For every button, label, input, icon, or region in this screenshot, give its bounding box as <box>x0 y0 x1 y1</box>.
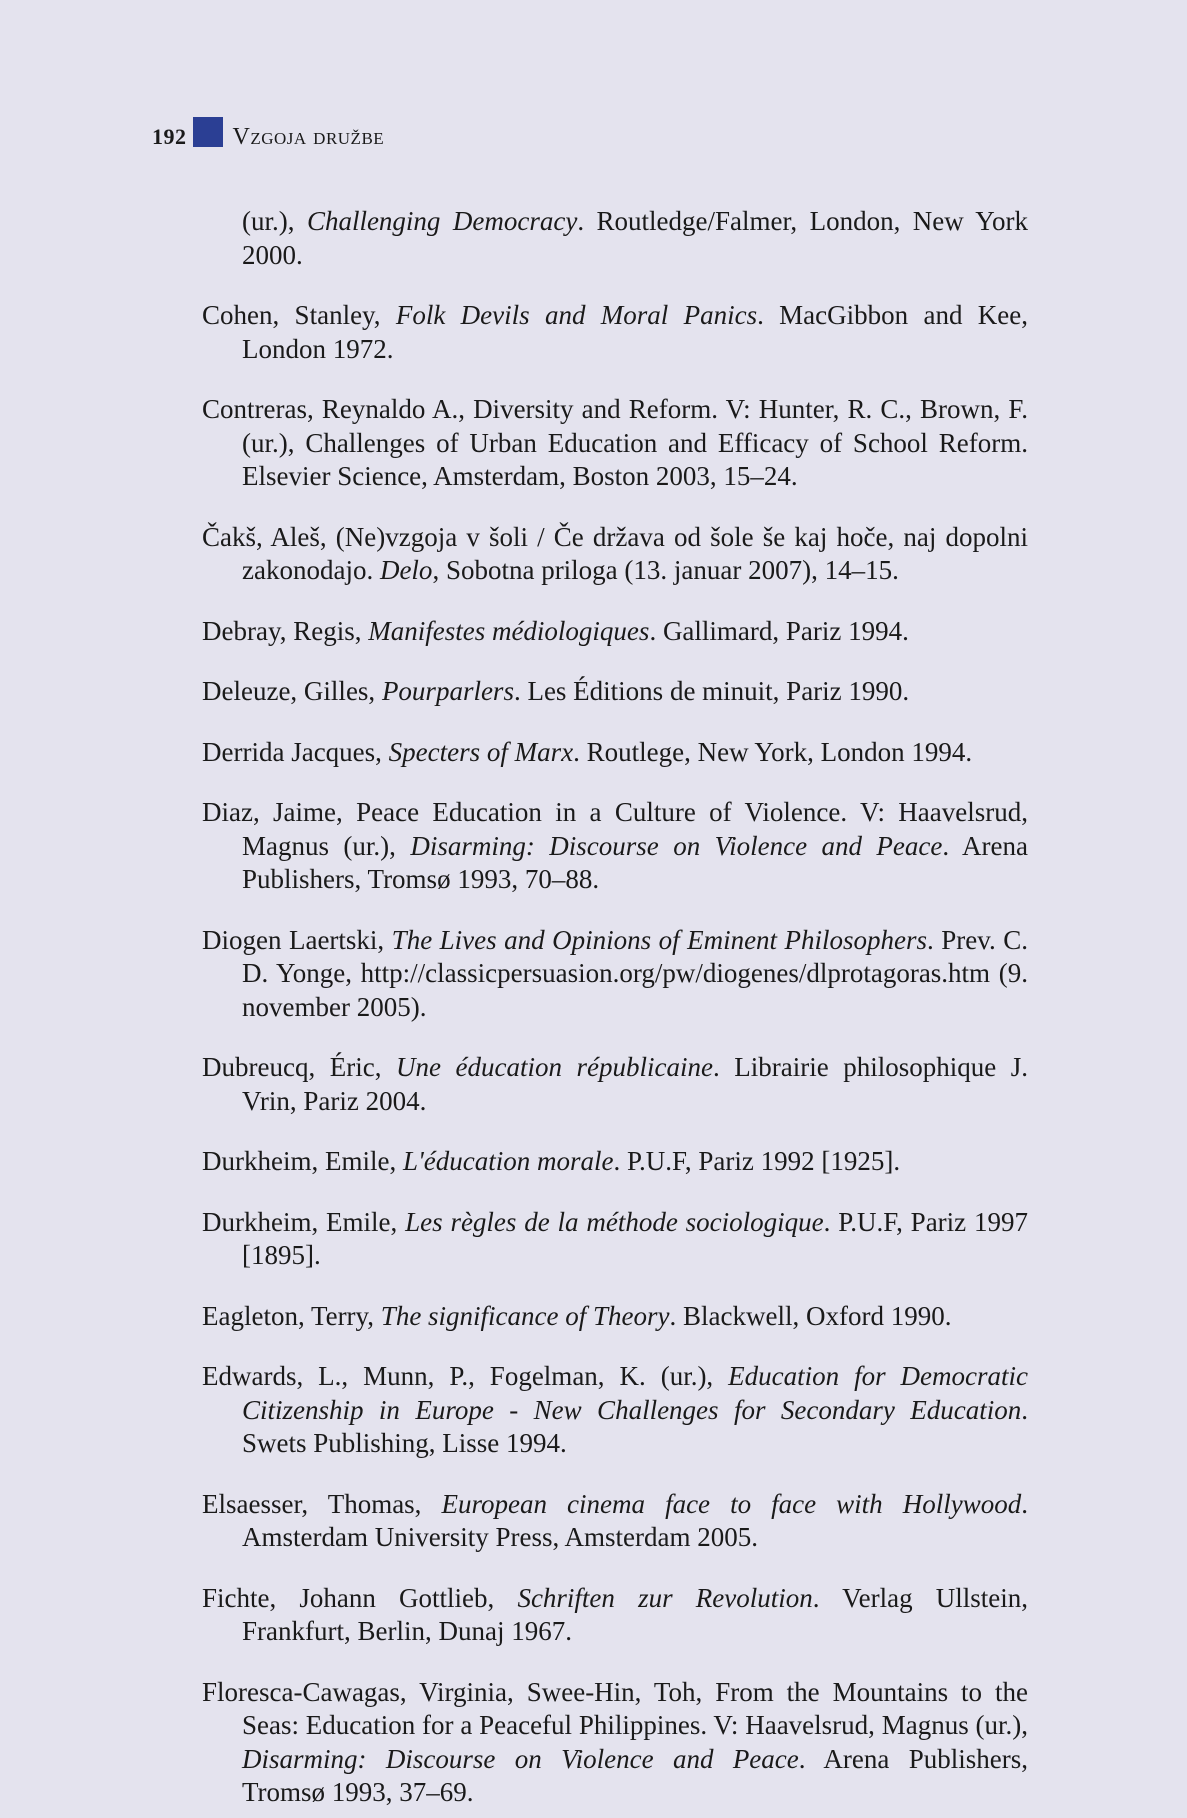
running-header <box>152 120 384 154</box>
bibliography-entry: (ur.), Challenging Democracy. Routledge/Falmer, London, New York 2000. <box>242 206 1029 270</box>
page-number: 192 <box>152 124 187 149</box>
bibliography-entry: Cohen, Stanley, Folk Devils and Moral Panics. MacGibbon and Kee, London 1972. <box>202 300 1028 364</box>
bibliography-list <box>202 178 1028 1818</box>
bibliography-entry: Dubreucq, Éric, Une éducation républicaine. Librairie philosophique J. Vrin, Pariz 2004. <box>202 1052 1028 1116</box>
bibliography-entry: Durkheim, Emile, L'éducation morale. P.U.F, Pariz 1992 [1925]. <box>202 1146 901 1176</box>
accent-square-icon <box>193 117 223 147</box>
bibliography-entry: Contreras, Reynaldo A., Diversity and Reform. V: Hunter, R. C., Brown, F. (ur.), Challenges of Urban Education and Efficacy of School Reform. Elsevier Science, Amsterdam, Boston 2003, 15–24. <box>202 394 1028 491</box>
bibliography-entry: Eagleton, Terry, The significance of Theory. Blackwell, Oxford 1990. <box>202 1300 952 1331</box>
bibliography-entry: Diogen Laertski, The Lives and Opinions of Eminent Philosophers. Prev. C. D. Yonge, http://classicpersuasion.org/pw/diogenes/dlprotagoras.htm (9. november 2005). <box>202 924 1029 1022</box>
bibliography-entry: Fichte, Johann Gottlieb, Schriften zur Revolution. Verlag Ullstein, Frankfurt, Berlin, Dunaj 1967. <box>202 1582 1029 1646</box>
running-title: Vzgoja družbe <box>232 123 385 150</box>
bibliography-entry: Diaz, Jaime, Peace Education in a Culture of Violence. V: Haavelsrud, Magnus (ur.), Disarming: Discourse on Violence and Peace. Arena Publishers, Tromsø 1993, 70–88. <box>202 797 1029 894</box>
bibliography-entry: Durkheim, Emile, Les règles de la méthode sociologique. P.U.F, Pariz 1997 [1895]. <box>202 1206 1028 1270</box>
bibliography-entry: Floresca-Cawagas, Virginia, Swee-Hin, Toh, From the Mountains to the Seas: Education for a Peaceful Philippines. V: Haavelsrud, Magnus (ur.), Disarming: Discourse on Violence and Peace. Arena Publishers, Tromsø 1993, 37–69. <box>202 1676 1028 1807</box>
bibliography-entry: Deleuze, Gilles, Pourparlers. Les Éditions de minuit, Pariz 1990. <box>202 676 910 706</box>
bibliography-entry: Derrida Jacques, Specters of Marx. Routlege, New York, London 1994. <box>202 736 973 767</box>
bibliography-entry: Elsaesser, Thomas, European cinema face to face with Hollywood. Amsterdam University Press, Amsterdam 2005. <box>202 1488 1028 1552</box>
bibliography-entry: Edwards, L., Munn, P., Fogelman, K. (ur.), Education for Democratic Citizenship in Europe - New Challenges for Secondary Education. Swets Publishing, Lisse 1994. <box>202 1361 1028 1458</box>
bibliography-entry: Debray, Regis, Manifestes médiologiques. Gallimard, Pariz 1994. <box>202 615 909 646</box>
bibliography-entry: Čakš, Aleš, (Ne)vzgoja v šoli / Če država od šole še kaj hoče, naj dopolni zakonodajo. Delo, Sobotna priloga (13. januar 2007), 14–15. <box>202 521 1028 585</box>
